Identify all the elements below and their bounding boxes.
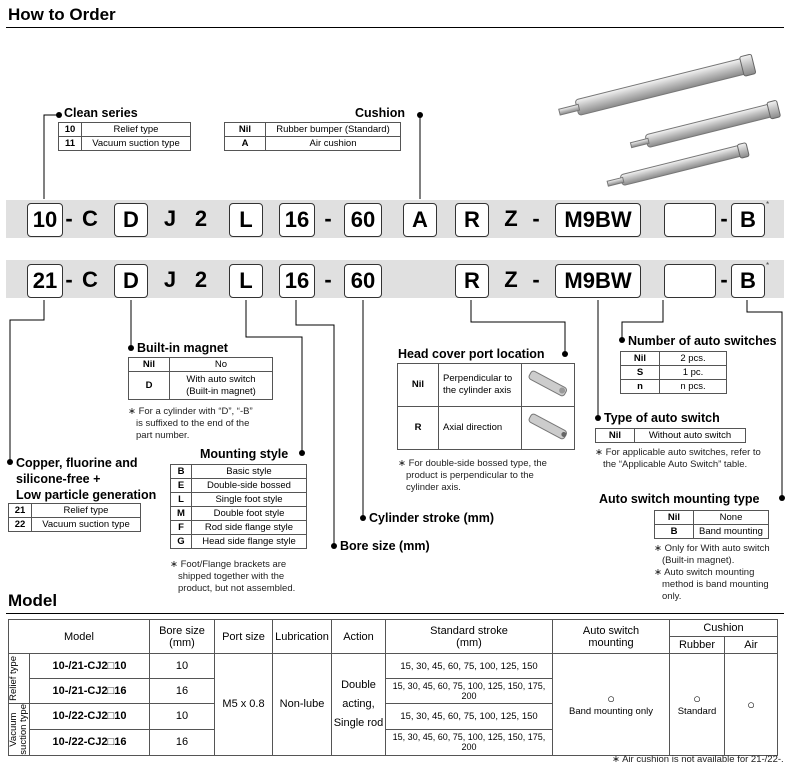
code-box-bore: 16 bbox=[279, 203, 315, 237]
built-in-magnet-title: Built-in magnet bbox=[137, 341, 228, 355]
code-box-port: R bbox=[455, 264, 489, 298]
code-box-switch-mounting: B bbox=[731, 264, 765, 298]
copper-free-title: Copper, fluorine and silicone-free + Low particle generation bbox=[16, 456, 157, 502]
code-dash: - bbox=[65, 206, 73, 231]
col-cushion: Cushion bbox=[670, 620, 778, 637]
asterisk-mark: * bbox=[766, 261, 770, 270]
table-row: G Head side flange style bbox=[171, 535, 307, 549]
table-row: Relief type 10-/21-CJ2□10 10 M5 x 0.8 Non-lube Double acting, Single rod 15, 30, 45, 60, 75, 100, 125, 150 ○ Band mounting only ○ Standard ○ bbox=[9, 654, 778, 679]
model-title: Model bbox=[8, 591, 58, 610]
type-of-switch-table bbox=[595, 428, 746, 443]
code-char-z: Z bbox=[504, 206, 518, 231]
code-char-j: J bbox=[163, 267, 177, 292]
code-box-cushion: A bbox=[403, 203, 437, 237]
model-table bbox=[8, 619, 778, 756]
col-air: Air bbox=[725, 637, 778, 654]
code-box-switch-count bbox=[664, 264, 716, 298]
group-relief: Relief type bbox=[9, 654, 30, 704]
cylinder-port-icon bbox=[526, 411, 570, 441]
copper-free-table bbox=[8, 503, 141, 532]
code-box-stroke: 60 bbox=[344, 264, 382, 298]
table-row: Nil Without auto switch bbox=[596, 429, 746, 443]
how-to-order-title: How to Order bbox=[8, 5, 116, 24]
table-row: B Band mounting bbox=[655, 525, 769, 539]
col-lubrication: Lubrication bbox=[273, 620, 332, 654]
col-model: Model bbox=[9, 620, 150, 654]
table-row: Nil 2 pcs. bbox=[621, 352, 727, 366]
port-perpendicular-illustration bbox=[522, 364, 575, 407]
col-port: Port size bbox=[215, 620, 273, 654]
code-char-c: C bbox=[82, 267, 98, 292]
number-of-switches-title: Number of auto switches bbox=[628, 334, 777, 348]
switch-mounting-table bbox=[654, 510, 769, 539]
port-axial-illustration bbox=[522, 407, 575, 450]
table-row: n n pcs. bbox=[621, 380, 727, 394]
table-row: S 1 pc. bbox=[621, 366, 727, 380]
code-box-magnet: D bbox=[114, 264, 148, 298]
code-box-switch-count bbox=[664, 203, 716, 237]
code-char-2: 2 bbox=[194, 267, 208, 292]
table-row: A Air cushion bbox=[225, 137, 401, 151]
switch-mounting-note: ∗ Only for With auto switch (Built-in magnet). ∗ Auto switch mounting method is band mounting only. bbox=[654, 543, 770, 602]
code-box-port: R bbox=[455, 203, 489, 237]
bore-size-label: Bore size (mm) bbox=[340, 539, 430, 553]
group-vacuum: Vacuum suction type bbox=[8, 704, 29, 755]
table-row: Nil No bbox=[129, 358, 273, 372]
code-dash: - bbox=[532, 267, 540, 292]
code-char-c: C bbox=[82, 206, 98, 231]
code-char-j: J bbox=[163, 206, 177, 231]
table-row: L Single foot style bbox=[171, 493, 307, 507]
table-row: 22 Vacuum suction type bbox=[9, 518, 141, 532]
col-rubber: Rubber bbox=[670, 637, 725, 654]
code-dash: - bbox=[65, 267, 73, 292]
code-dash: - bbox=[532, 206, 540, 231]
code-char-2: 2 bbox=[194, 206, 208, 231]
table-row: Nil Perpendicular to the cylinder axis bbox=[398, 364, 575, 407]
code-dash: - bbox=[324, 206, 332, 231]
mounting-style-table bbox=[170, 464, 307, 549]
table-row: M Double foot style bbox=[171, 507, 307, 521]
col-action: Action bbox=[332, 620, 386, 654]
table-row: 10-/21-CJ2□16 16 15, 30, 45, 60, 75, 100, 125, 150, 175, 200 bbox=[9, 679, 778, 704]
table-row: 21 Relief type bbox=[9, 504, 141, 518]
type-of-switch-note: ∗ For applicable auto switches, refer to the “Applicable Auto Switch” table. bbox=[595, 447, 761, 470]
mounting-style-title: Mounting style bbox=[200, 447, 289, 461]
table-row: 10-/22-CJ2□16 16 15, 30, 45, 60, 75, 100, 125, 150, 175, 200 bbox=[9, 729, 778, 755]
head-cover-port-table bbox=[397, 363, 575, 450]
code-dash: - bbox=[324, 267, 332, 292]
cylinder-stroke-label: Cylinder stroke (mm) bbox=[369, 511, 495, 525]
code-box-series: 21 bbox=[27, 264, 63, 298]
table-row: F Rod side flange style bbox=[171, 521, 307, 535]
air-cell: ○ bbox=[725, 654, 778, 756]
clean-series-title: Clean series bbox=[64, 106, 138, 120]
band-mounting-cell: ○ Band mounting only bbox=[553, 654, 670, 756]
model-rule bbox=[6, 613, 784, 614]
code-box-switch-type: M9BW bbox=[555, 203, 641, 237]
built-in-magnet-note: ∗ For a cylinder with “D”, “-B” is suffixed to the end of the part number. bbox=[128, 406, 253, 441]
model-footnote: ∗ Air cushion is not available for 21-/22-. bbox=[612, 754, 784, 765]
cylinder-port-icon bbox=[526, 368, 570, 398]
code-box-magnet: D bbox=[114, 203, 148, 237]
table-row: E Double-side bossed bbox=[171, 479, 307, 493]
table-header-row bbox=[9, 620, 778, 637]
table-row: Nil None bbox=[655, 511, 769, 525]
head-cover-port-title: Head cover port location bbox=[398, 347, 545, 361]
code-box-bore: 16 bbox=[279, 264, 315, 298]
code-dash: - bbox=[720, 267, 728, 292]
col-switch-mounting: Auto switch mounting bbox=[553, 620, 670, 654]
table-row: 11 Vacuum suction type bbox=[59, 137, 191, 151]
asterisk-mark: * bbox=[766, 200, 770, 209]
cushion-table bbox=[224, 122, 401, 151]
type-of-switch-title: Type of auto switch bbox=[604, 411, 720, 425]
table-row: 10 Relief type bbox=[59, 123, 191, 137]
table-row: B Basic style bbox=[171, 465, 307, 479]
code-box-series: 10 bbox=[27, 203, 63, 237]
table-row: Nil Rubber bumper (Standard) bbox=[225, 123, 401, 137]
col-stroke: Standard stroke (mm) bbox=[386, 620, 553, 654]
code-char-z: Z bbox=[504, 267, 518, 292]
clean-series-table bbox=[58, 122, 191, 151]
table-row: D With auto switch (Built-in magnet) bbox=[129, 372, 273, 400]
table-row: Vacuum suction type 10-/22-CJ2□10 10 15, 30, 45, 60, 75, 100, 125, 150 bbox=[9, 704, 778, 730]
col-bore: Bore size (mm) bbox=[150, 620, 215, 654]
mounting-style-note: ∗ Foot/Flange brackets are shipped together with the product, but not assembled. bbox=[170, 559, 296, 594]
code-box-switch-type: M9BW bbox=[555, 264, 641, 298]
head-cover-port-note: ∗ For double-side bossed type, the product is perpendicular to the cylinder axis. bbox=[398, 458, 547, 493]
code-dash: - bbox=[720, 206, 728, 231]
code-box-mounting: L bbox=[229, 203, 263, 237]
code-box-mounting: L bbox=[229, 264, 263, 298]
rubber-cell: ○ Standard bbox=[670, 654, 725, 756]
cushion-title: Cushion bbox=[355, 106, 405, 120]
table-row: R Axial direction bbox=[398, 407, 575, 450]
built-in-magnet-table bbox=[128, 357, 273, 400]
switch-mounting-title: Auto switch mounting type bbox=[599, 492, 760, 506]
number-of-switches-table bbox=[620, 351, 727, 394]
code-box-stroke: 60 bbox=[344, 203, 382, 237]
code-box-switch-mounting: B bbox=[731, 203, 765, 237]
